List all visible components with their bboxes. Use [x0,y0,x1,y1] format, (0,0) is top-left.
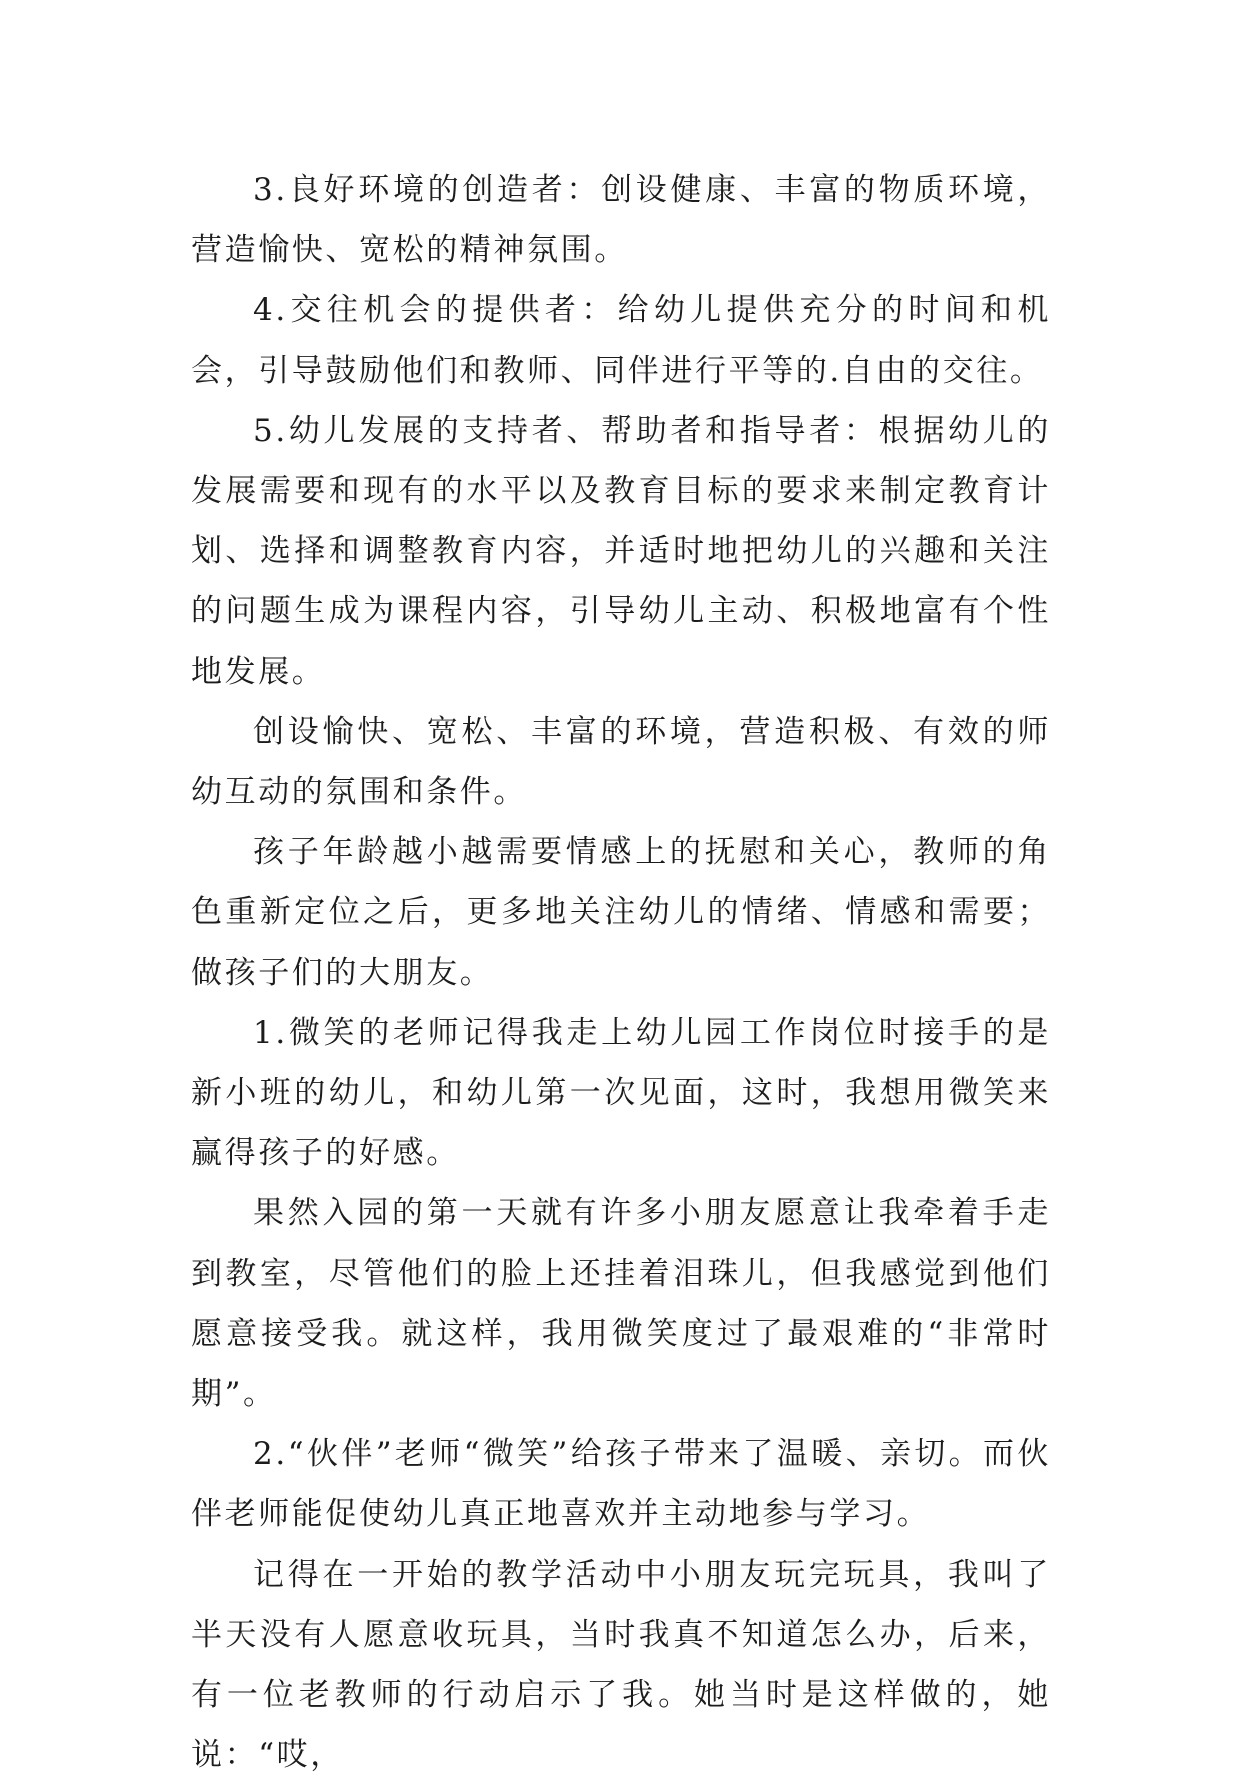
paragraph-create-environment: 创设愉快、宽松、丰富的环境，营造积极、有效的师幼互动的氛围和条件。 [191,713,1051,811]
document-body [191,160,1051,1785]
paragraph-role-environment-creator: 3.良好环境的创造者：创设健康、丰富的物质环境，营造愉快、宽松的精神氛围。 [191,172,1051,269]
paragraph-role-development-supporter: 5.幼儿发展的支持者、帮助者和指导者：根据幼儿的发展需要和现有的水平以及教育目标的要求来制定教育计划、选择和调整教育内容，并适时地把幼儿的兴趣和关注的问题生成为课程内容，引导幼儿主动、积极地富有个性地发展。 [191,412,1051,690]
paragraph-first-day: 果然入园的第一天就有许多小朋友愿意让我牵着手走到教室，尽管他们的脸上还挂着泪珠儿，但我感觉到他们愿意接受我。就这样，我用微笑度过了最艰难的“非常时期”。 [191,1195,1051,1413]
paragraph-partner-teacher: 2.“伙伴”老师“微笑”给孩子带来了温暖、亲切。而伙伴老师能促使幼儿真正地喜欢并主动地参与学习。 [191,1436,1051,1533]
paragraph-toy-cleanup-story: 记得在一开始的教学活动中小朋友玩完玩具，我叫了半天没有人愿意收玩具，当时我真不知道怎么办，后来，有一位老教师的行动启示了我。她当时是这样做的，她说：“哎， [191,1556,1051,1774]
paragraph-role-interaction-provider: 4.交往机会的提供者：给幼儿提供充分的时间和机会，引导鼓励他们和教师、同伴进行平等的.自由的交往。 [191,292,1051,389]
paragraph-emotional-care: 孩子年龄越小越需要情感上的抚慰和关心，教师的角色重新定位之后，更多地关注幼儿的情绪、情感和需要；做孩子们的大朋友。 [191,834,1051,991]
paragraph-smiling-teacher: 1.微笑的老师记得我走上幼儿园工作岗位时接手的是新小班的幼儿，和幼儿第一次见面，这时，我想用微笑来赢得孩子的好感。 [191,1014,1051,1172]
